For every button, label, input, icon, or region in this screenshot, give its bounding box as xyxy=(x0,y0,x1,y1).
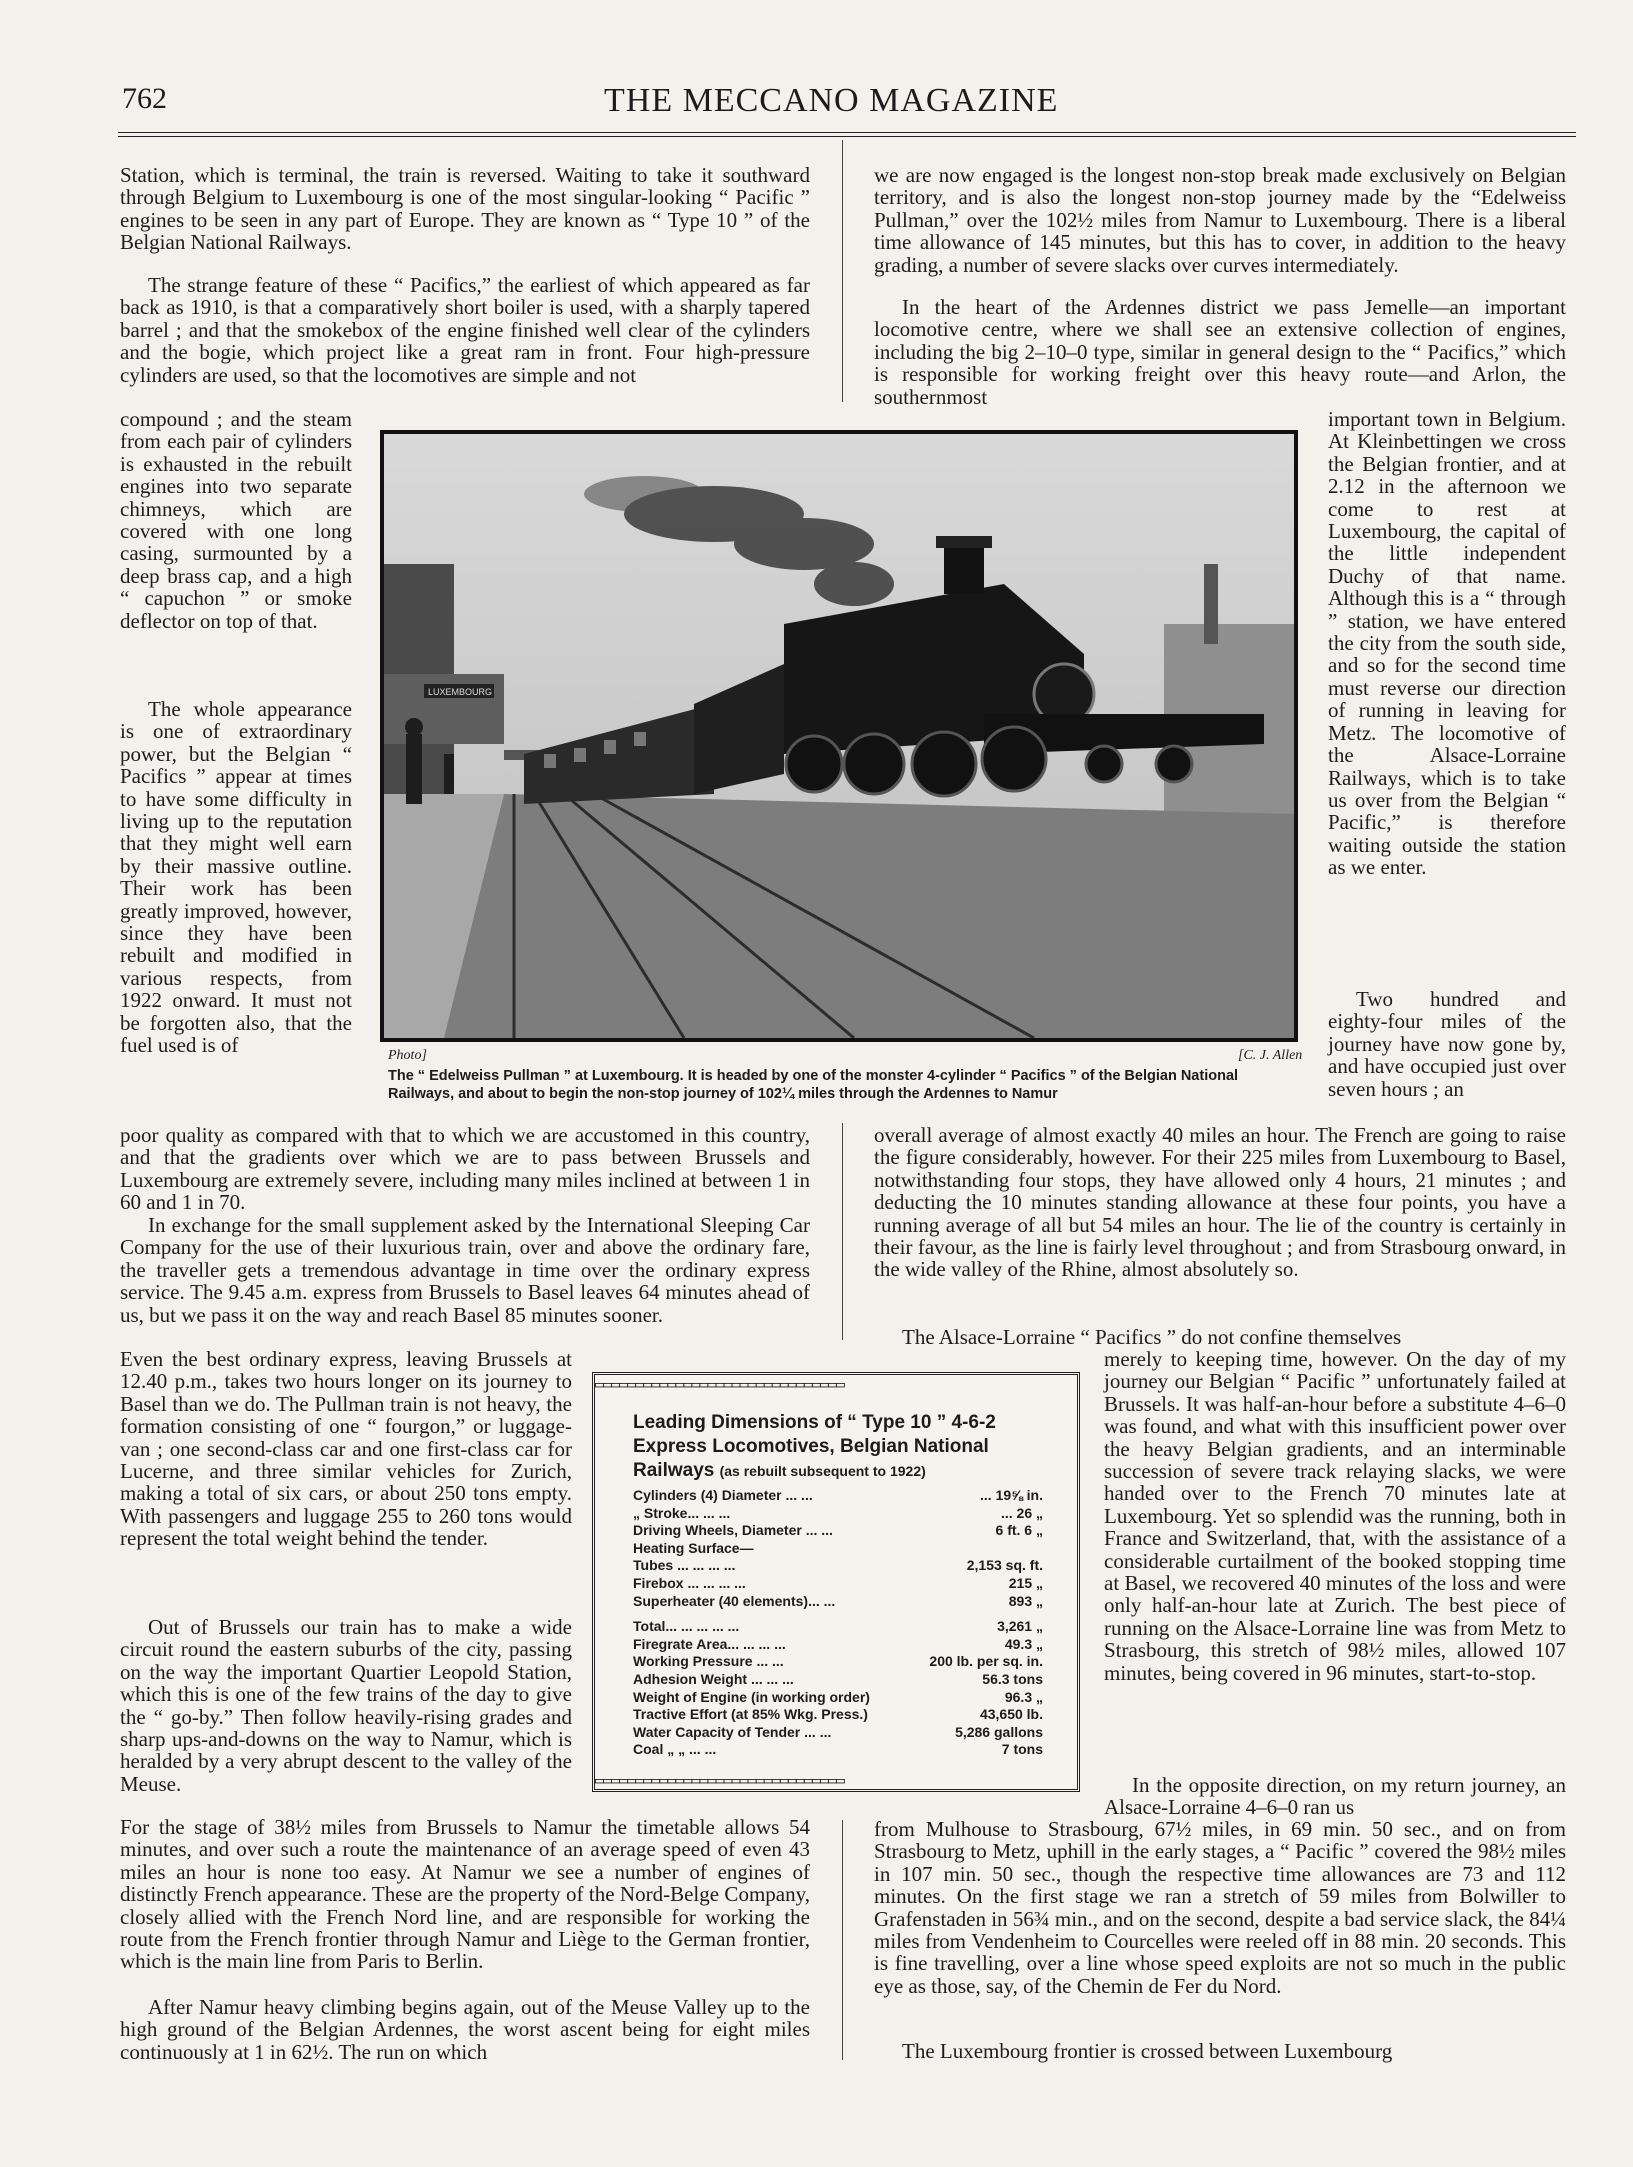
table-row-label: Water Capacity of Tender ... ... xyxy=(633,1723,832,1740)
left-paragraph-5-cont: For the stage of 38½ miles from Brussels to Namur the timetable allows 54 minutes, and over such a route the maintenance of an average speed of even 43 miles an hour is none too easy. At Namur we see a number of engines of distinctly French appearance. These are the property of the Nord-Belge Company, closely allied with the French Nord line, and are responsible for working the route from the French frontier through Namur and Liège to the German frontier, which is the main line from Paris to Berlin. xyxy=(120,1815,810,1974)
right-paragraph-2: In the heart of the Ardennes district we pass Jemelle—an important locomotive centre, where we shall see an extensive collection of engines, including the big 2–10–0 type, similar in general design to the “ Pacifics,” which is responsible for working freight over this heavy route—and Arlon, the southernmost xyxy=(874,295,1566,409)
table-row xyxy=(633,1671,1043,1689)
table-row xyxy=(633,1706,1043,1724)
magazine-title: THE MECCANO MAGAZINE xyxy=(604,82,1059,119)
table-border-bottom: ▭▭▭▭▭▭▭▭▭▭▭▭▭▭▭▭▭▭▭▭▭▭▭▭▭▭▭▭▭▭▭ xyxy=(595,1771,844,1789)
table-row-label: Firebox ... ... ... ... xyxy=(633,1574,746,1591)
table-row-value: 2,153 sq. ft. xyxy=(966,1557,1043,1574)
station-sign: LUXEMBOURG xyxy=(428,687,493,697)
table-row-value: 893 „ xyxy=(1008,1592,1043,1609)
table-row-label: „ Stroke... ... ... xyxy=(633,1504,731,1521)
table-row xyxy=(633,1557,1043,1575)
table-row xyxy=(633,1724,1043,1742)
photo-credit-right: [C. J. Allen xyxy=(1238,1048,1303,1063)
table-subtitle: (as rebuilt subsequent to 1922) xyxy=(719,1463,926,1479)
table-row xyxy=(633,1522,1043,1540)
table-row-value: ... 26 „ xyxy=(1000,1504,1043,1521)
locomotive-photo xyxy=(380,430,1298,1042)
table-row-value: 215 „ xyxy=(1008,1574,1043,1591)
table-row-label: Driving Wheels, Diameter ... ... xyxy=(633,1522,833,1539)
table-row xyxy=(633,1636,1043,1654)
right-paragraph-3-narrow: Two hundred and eighty-four miles of the journey have now gone by, and have occupied just over seven hours ; an xyxy=(1328,987,1566,1101)
table-rows xyxy=(633,1487,1043,1759)
table-row-label: Firegrate Area... ... ... ... xyxy=(633,1635,786,1652)
dimensions-table xyxy=(592,1372,1080,1792)
table-row-value: 200 lb. per sq. in. xyxy=(929,1653,1043,1670)
table-title xyxy=(633,1411,1053,1483)
table-row-value: 56.3 tons xyxy=(982,1670,1043,1687)
table-row xyxy=(633,1653,1043,1671)
table-row xyxy=(633,1487,1043,1505)
table-row-value: ... 19⅝ in. xyxy=(979,1487,1043,1503)
right-paragraph-2-narrow: important town in Belgium. At Kleinbettingen we cross the Belgian frontier, and at 2.12 in the afternoon we come to rest at Luxembourg, the capital of the little independent Duchy of that name. Although this is a “ through ” station, we have entered the city from the south side, and so for the second time must reverse our direction of running in leaving for Metz. The locomotive of the Alsace-Lorraine Railways, which is to take us over from the Belgian “ Pacific,” is therefore waiting outside the station as we enter. xyxy=(1328,407,1566,880)
page-number: 762 xyxy=(122,82,167,115)
table-row-value: 3,261 „ xyxy=(997,1618,1043,1635)
table-border-top: ▭▭▭▭▭▭▭▭▭▭▭▭▭▭▭▭▭▭▭▭▭▭▭▭▭▭▭▭▭▭▭ xyxy=(595,1375,844,1393)
left-paragraph-3-cont: poor quality as compared with that to which we are accustomed in this country, and that the gradients over which we are to pass between Brussels and Luxembourg are extremely severe, including many miles inclined at between 1 in 60 and 1 in 70. xyxy=(120,1123,810,1215)
right-paragraph-3-cont: overall average of almost exactly 40 miles an hour. The French are going to raise the figure considerably, however. For their 225 miles from Luxembourg to Basel, notwithstanding four stops, they have allowed only 4 hours, 21 minutes ; and deducting the 10 minutes standing allowance at these four points, you have a running average of all but 54 miles an hour. The lie of the country is certainly in their favour, as the line is fairly level throughout ; and from Strasbourg onward, in the wide valley of the Rhine, almost absolutely so. xyxy=(874,1123,1566,1282)
right-paragraph-5-narrow: In the opposite direction, on my return journey, an Alsace-Lorraine 4–6–0 ran us xyxy=(1104,1773,1566,1820)
header-rule-bottom xyxy=(118,136,1576,137)
table-row xyxy=(633,1505,1043,1523)
table-row xyxy=(633,1610,1043,1618)
right-paragraph-4: The Alsace-Lorraine “ Pacifics ” do not confine themselves xyxy=(902,1325,1402,1349)
table-row-value: 7 tons xyxy=(1001,1741,1043,1758)
table-title-text: Leading Dimensions of “ Type 10 ” 4-6-2 Express Locomotives, Belgian National Railways xyxy=(633,1412,996,1481)
left-paragraph-2: The strange feature of these “ Pacifics,” the earliest of which appeared as far back as 1910, is that a comparatively short boiler is used, with a sharply tapered barrel ; and that the smokebox of the engine finished well clear of the cylinders and the bogie, which project like a great ram in front. Four high-pressure cylinders are used, so that the locomotives are simple and not xyxy=(120,273,810,387)
table-row-label: Tractive Effort (at 85% Wkg. Press.) xyxy=(633,1706,868,1723)
photo-credit-left: Photo] xyxy=(388,1048,427,1063)
table-row xyxy=(633,1741,1043,1759)
right-paragraph-1: we are now engaged is the longest non-stop break made exclusively on Belgian territory, and is also the longest non-stop journey made by the “Edelweiss Pullman,” over the 102½ miles from Namur to Luxembourg. There is a liberal time allowance of 145 minutes, but this has to cover, in addition to the heavy grading, a number of severe slacks over curves intermediately. xyxy=(874,163,1566,277)
left-paragraph-2-narrow: compound ; and the steam from each pair of cylinders is exhausted in the rebuilt engines into two separate chimneys, which are covered with one long casing, surmounted by a deep brass cap, and a high “ capuchon ” or smoke deflector on top of that. xyxy=(120,407,352,633)
left-paragraph-3-narrow: The whole appearance is one of extraordinary power, but the Belgian “ Pacifics ” appear at times to have some difficulty in living up to the reputation that they might well earn by their massive outline. Their work has been greatly improved, however, since they have been rebuilt and modified in various respects, from 1922 onward. It must not be forgotten also, that the fuel used is of xyxy=(120,697,352,1058)
column-divider-middle xyxy=(842,1123,843,1340)
locomotive-photo-illustration xyxy=(384,434,1294,1038)
table-row-label: Working Pressure ... ... xyxy=(633,1653,784,1670)
table-row-value: 96.3 „ xyxy=(1004,1688,1043,1705)
table-row-label: Cylinders (4) Diameter ... ... xyxy=(633,1487,813,1503)
left-paragraph-4: In exchange for the small supplement asked by the International Sleeping Car Company for the use of their luxurious train, over and above the ordinary fare, the traveller gets a tremendous advantage in time over the ordinary express service. The 9.45 a.m. express from Brussels to Basel leaves 64 minutes ahead of us, but we pass it on the way and reach Basel 85 minutes sooner. xyxy=(120,1213,810,1327)
table-row-label: Superheater (40 elements)... ... xyxy=(633,1592,836,1609)
left-paragraph-1: Station, which is terminal, the train is reversed. Waiting to take it southward through Belgium to Luxembourg is one of the most singular-looking “ Pacific ” engines to be seen in any part of Europe. They are known as “ Type 10 ” of the Belgian National Railways. xyxy=(120,163,810,255)
table-row xyxy=(633,1540,1043,1558)
table-row xyxy=(633,1618,1043,1636)
table-row xyxy=(633,1575,1043,1593)
table-row-label: Adhesion Weight ... ... ... xyxy=(633,1670,794,1687)
table-row-label: Heating Surface— xyxy=(633,1539,754,1556)
left-paragraph-6: After Namur heavy climbing begins again, out of the Meuse Valley up to the high ground of the Belgian Ardennes, the worst ascent being for eight miles continuously at 1 in 62½. The run on which xyxy=(120,1995,810,2064)
right-paragraph-5-cont: from Mulhouse to Strasbourg, 67½ miles, in 69 min. 50 sec., and on from Strasbourg to Metz, uphill in the early stages, a “ Pacific ” covered the 98½ miles in 107 min. 50 sec., though the respective time allowances are 73 and 112 minutes. On the first stage we ran a stretch of 59 miles from Bolwiller to Grafenstaden in 56¾ min., and on the second, despite a bad service slack, the 84¼ miles from Vendenheim to Courcelles were reeled off in 88 min. 20 seconds. This is fine travelling, over a line whose speed exploits are not so much in the public eye as those, say, of the Chemin de Fer du Nord. xyxy=(874,1817,1566,1998)
table-row-value: 5,286 gallons xyxy=(955,1723,1043,1740)
photo-caption: The “ Edelweiss Pullman ” at Luxembourg. It is headed by one of the monster 4-cylinder “ Pacifics ” of the Belgian National Railways, and about to begin the non-stop journey of 102¼ miles through the Ardennes to Namur xyxy=(388,1068,1239,1102)
column-divider-bottom xyxy=(842,1820,843,2060)
left-paragraph-4-narrow: Even the best ordinary express, leaving Brussels at 12.40 p.m., takes two hours longer on its journey to Basel than we do. The Pullman train is not heavy, the formation consisting of one “ fourgon,” or luggage-van ; one second-class car and one first-class car for Lucerne, and three similar vehicles for Zurich, making a total of six cars, or about 250 tons empty. With passengers and luggage 255 to 260 tons would represent the total weight behind the tender. xyxy=(120,1347,572,1551)
right-paragraph-6: The Luxembourg frontier is crossed between Luxembourg xyxy=(902,2039,1393,2063)
column-divider-top xyxy=(842,140,843,402)
table-row-label: Tubes ... ... ... ... xyxy=(633,1557,736,1574)
table-row-value: 43,650 lb. xyxy=(979,1706,1043,1723)
table-row-label: Weight of Engine (in working order) xyxy=(633,1688,870,1705)
left-paragraph-5-narrow: Out of Brussels our train has to make a wide circuit round the eastern suburbs of the city, passing on the way the important Quartier Leopold Station, which this is one of the few trains of the day to give the “ go-by.” Then follow heavily-rising grades and sharp ups-and-downs on the way to Namur, which is heralded by a very abrupt descent to the valley of the Meuse. xyxy=(120,1615,572,1796)
table-row-value: 49.3 „ xyxy=(1004,1635,1043,1652)
table-row xyxy=(633,1593,1043,1611)
table-row-label: Coal „ „ ... ... xyxy=(633,1741,717,1758)
table-row-label: Total... ... ... ... ... xyxy=(633,1618,740,1635)
table-row xyxy=(633,1689,1043,1707)
table-row-value: 6 ft. 6 „ xyxy=(995,1522,1043,1539)
header-rule-top xyxy=(118,132,1576,133)
right-paragraph-4-narrow: merely to keeping time, however. On the day of my journey our Belgian “ Pacific ” unfortunately failed at Brussels. It was half-an-hour before a substitute 4–6–0 was found, and what with this insufficient power over the heavy Belgian gradients, and an interminable succession of severe track relaying slacks, we were handed over to the French 70 minutes late at Luxembourg. Yet so splendid was the running, both in France and Switzerland, that, with the assistance of a considerable curtailment of the booked stopping time at Basel, we recovered 40 minutes of the loss and were only half-an-hour late at Zurich. The best piece of running on the Alsace-Lorraine line was from Metz to Strasbourg, this stretch of 98½ miles, allowed 107 minutes, being covered in 96 minutes, start-to-stop. xyxy=(1104,1347,1566,1685)
